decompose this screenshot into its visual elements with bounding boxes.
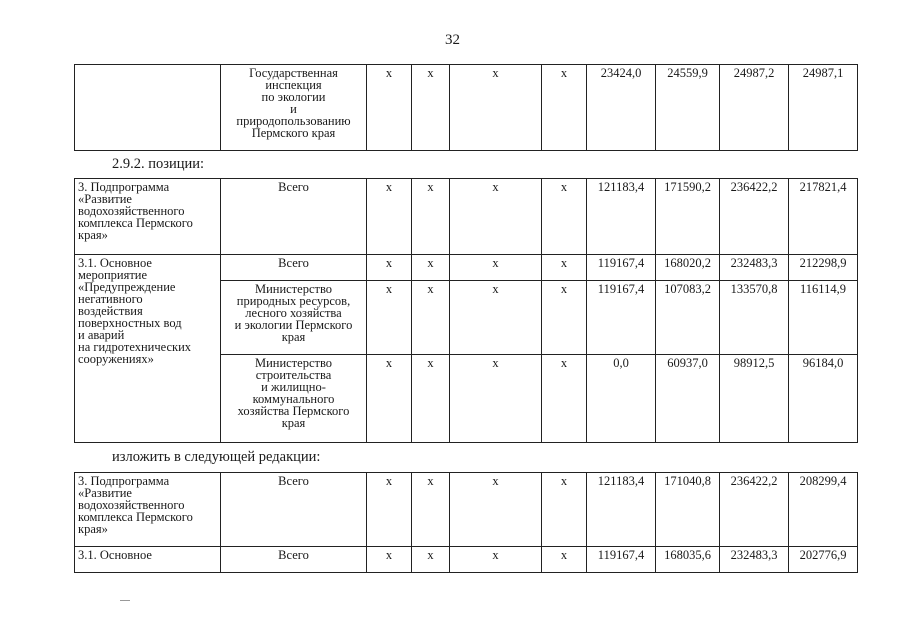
table-row [75,255,858,281]
amount-cell: 60937,0 [656,355,720,443]
code-cell: х [450,65,542,151]
budget-table-new-wording [74,472,858,573]
code-cell: х [412,473,450,547]
amount-cell: 0,0 [587,355,656,443]
executor-cell: Всего [221,547,367,573]
code-cell: х [542,179,587,255]
code-cell: х [450,547,542,573]
executor-cell: Государственная инспекция по экологии и природопользованию Пермского края [221,65,367,151]
amount-cell: 119167,4 [587,547,656,573]
page-number: 32 [445,32,460,48]
code-cell: х [367,179,412,255]
code-cell: х [450,255,542,281]
amount-cell: 168020,2 [656,255,720,281]
amount-cell: 98912,5 [720,355,789,443]
replacement-heading: изложить в следующей редакции: [112,449,321,465]
amount-cell: 24987,1 [789,65,858,151]
table-row [75,473,858,547]
amount-cell: 202776,9 [789,547,858,573]
amount-cell: 24559,9 [656,65,720,151]
table-row [75,65,858,151]
amount-cell: 121183,4 [587,179,656,255]
code-cell: х [367,473,412,547]
code-cell: х [450,473,542,547]
amount-cell: 212298,9 [789,255,858,281]
executor-cell: Министерство строительства и жилищно- коммунального хозяйства Пермского края [221,355,367,443]
code-cell: х [542,473,587,547]
code-cell: х [542,65,587,151]
code-cell: х [412,355,450,443]
amount-cell: 208299,4 [789,473,858,547]
program-name-cell: 3. Подпрограмма «Развитие водохозяйственного комплекса Пермского края» [75,179,221,255]
executor-cell: Всего [221,473,367,547]
code-cell: х [450,281,542,355]
code-cell: х [412,65,450,151]
table-row [75,179,858,255]
code-cell: х [412,179,450,255]
amount-cell: 119167,4 [587,281,656,355]
executor-cell: Всего [221,179,367,255]
code-cell: х [542,255,587,281]
amount-cell: 116114,9 [789,281,858,355]
table-row [75,547,858,573]
amount-cell: 119167,4 [587,255,656,281]
program-name-cell [75,65,221,151]
code-cell: х [542,281,587,355]
program-name-cell: 3.1. Основное [75,547,221,573]
executor-cell: Министерство природных ресурсов, лесного хозяйства и экологии Пермского края [221,281,367,355]
code-cell: х [450,179,542,255]
amount-cell: 236422,2 [720,473,789,547]
code-cell: х [542,355,587,443]
code-cell: х [367,355,412,443]
amount-cell: 168035,6 [656,547,720,573]
program-name-cell: 3. Подпрограмма «Развитие водохозяйственного комплекса Пермского края» [75,473,221,547]
amount-cell: 96184,0 [789,355,858,443]
amount-cell: 232483,3 [720,547,789,573]
code-cell: х [367,547,412,573]
amount-cell: 23424,0 [587,65,656,151]
amount-cell: 171590,2 [656,179,720,255]
code-cell: х [367,65,412,151]
program-name-cell: 3.1. Основное мероприятие «Предупреждение негативного воздействия поверхностных вод и аварий на гидротехнических сооружениях» [75,255,221,443]
code-cell: х [367,281,412,355]
amount-cell: 236422,2 [720,179,789,255]
budget-table-positions [74,178,858,443]
code-cell: х [450,355,542,443]
code-cell: х [412,255,450,281]
section-heading: 2.9.2. позиции: [112,156,205,172]
code-cell: х [412,281,450,355]
code-cell: х [367,255,412,281]
amount-cell: 217821,4 [789,179,858,255]
amount-cell: 121183,4 [587,473,656,547]
amount-cell: 107083,2 [656,281,720,355]
amount-cell: 232483,3 [720,255,789,281]
code-cell: х [542,547,587,573]
code-cell: х [412,547,450,573]
amount-cell: 24987,2 [720,65,789,151]
amount-cell: 133570,8 [720,281,789,355]
amount-cell: 171040,8 [656,473,720,547]
executor-cell: Всего [221,255,367,281]
scan-artifact [120,600,130,601]
budget-table-continuation [74,64,858,151]
